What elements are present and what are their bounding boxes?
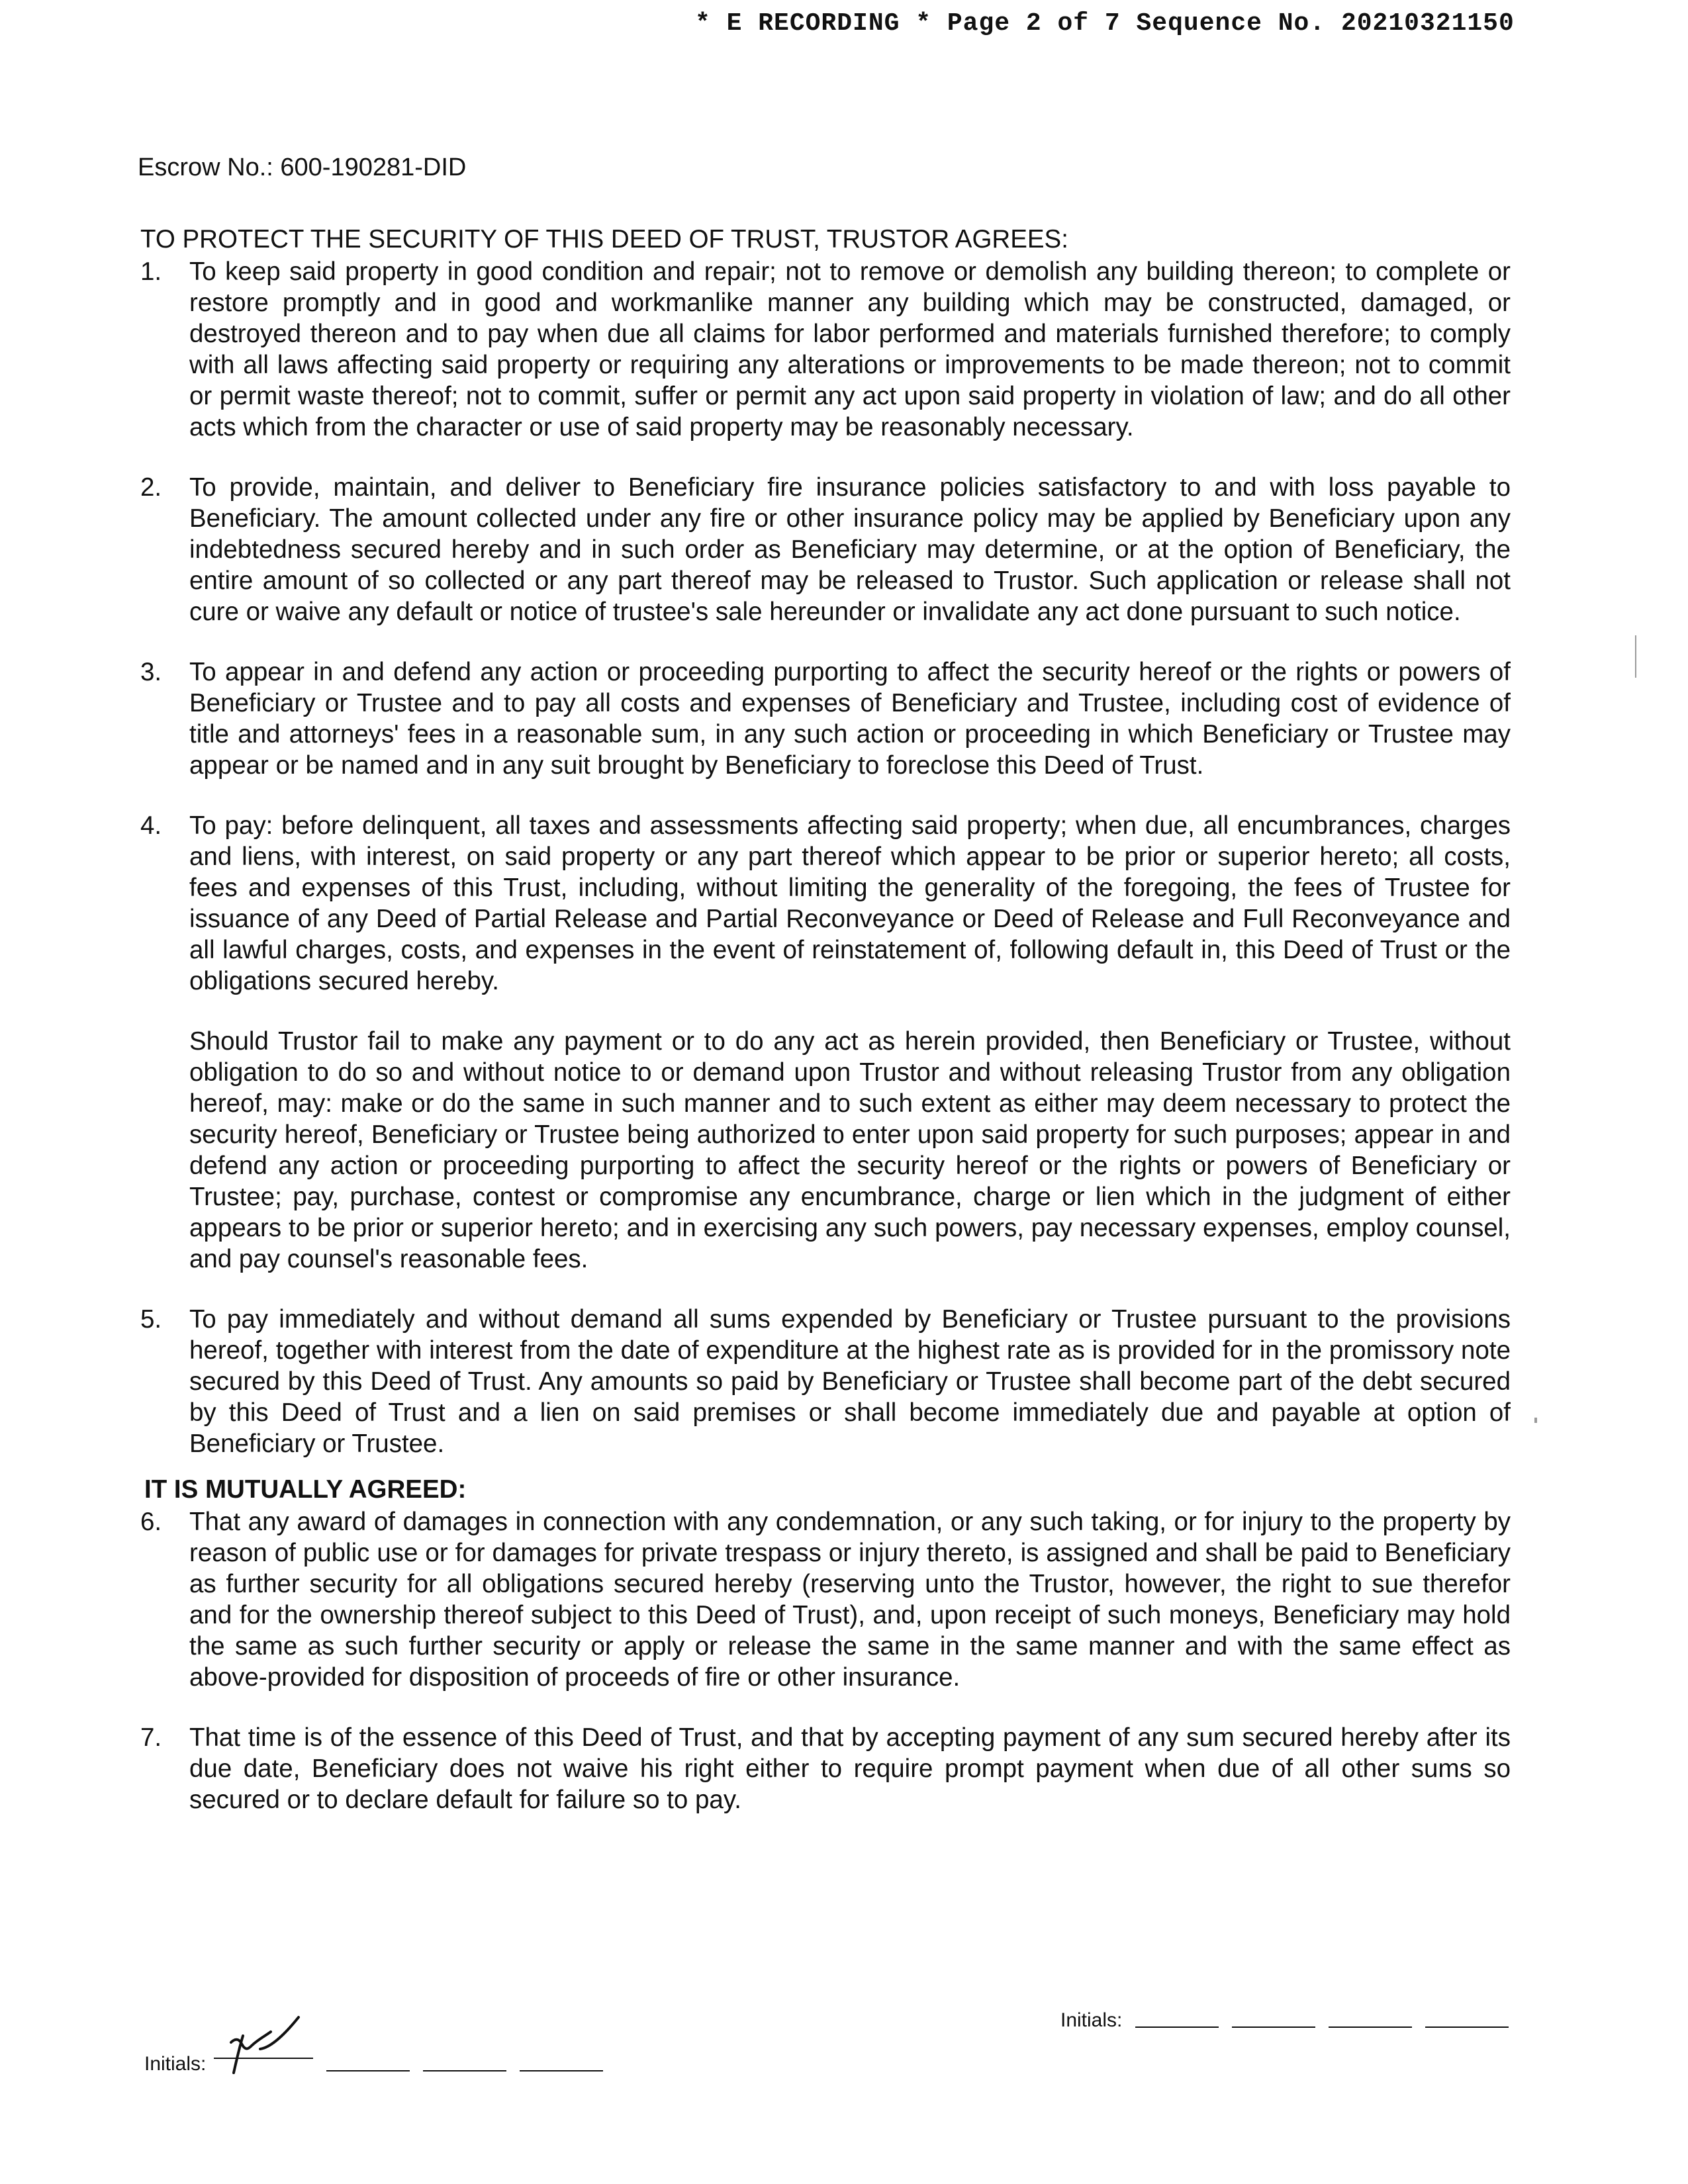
clause-1 <box>140 256 1511 443</box>
initials-blank[interactable] <box>1232 2026 1315 2028</box>
initials-blank[interactable] <box>1425 2026 1509 2028</box>
recording-header: * E RECORDING * Page 2 of 7 Sequence No. 20210321150 <box>695 9 1515 38</box>
clause-5 <box>140 1304 1511 1459</box>
clause-text: That any award of damages in connection with any condemnation, or any such taking, or for injury to the property by reason of public use or for damages for private trespass or injury thereto, is assigned and shall be paid to Beneficiary as further security for all obligations secured hereby (reserving unto the Trustor, however, the right to sue therefor and for the ownership thereof subject to this Deed of Trust), and, upon receipt of such moneys, Beneficiary may hold the same as such further security or apply or release the same in the same manner and with the same effect as above-provided for disposition of proceeds of fire or other insurance. <box>189 1508 1511 1692</box>
clause-number: 2. <box>140 473 162 502</box>
initials-blank[interactable] <box>520 2070 603 2071</box>
clause-text: To appear in and defend any action or proceeding purporting to affect the security hereof or the rights or powers of Beneficiary or Trustee and to pay all costs and expenses of Beneficiary and Trustee, including cost of evidence of title and attorneys' fees in a reasonable sum, in any such action or proceeding in which Beneficiary or Trustee may appear or be named and in any suit brought by Beneficiary to foreclose this Deed of Trust. <box>189 658 1511 780</box>
scan-artifact-line <box>1635 635 1636 678</box>
clause-number: 4. <box>140 811 162 840</box>
clause-2 <box>140 472 1511 627</box>
clause-number: 7. <box>140 1723 162 1752</box>
escrow-number: Escrow No.: 600-190281-DID <box>138 154 467 181</box>
initials-blank[interactable] <box>423 2070 506 2071</box>
mutually-agreed-heading: IT IS MUTUALLY AGREED: <box>144 1475 467 1504</box>
clause-number: 6. <box>140 1508 162 1536</box>
clause-text: To provide, maintain, and deliver to Beneficiary fire insurance policies satisfactory to and with loss payable to Beneficiary. The amount collected under any fire or other insurance policy may be applied by Beneficiary upon any indebtedness secured hereby and in such order as Beneficiary may determine, or at the option of Beneficiary, the entire amount of so collected or any part thereof may be released to Trustor. Such application or release shall not cure or waive any default or notice of trustee's sale hereunder or invalidate any act done pursuant to such notice. <box>189 473 1511 626</box>
initials-blank[interactable] <box>326 2070 410 2071</box>
trustor-agrees-heading: TO PROTECT THE SECURITY OF THIS DEED OF TRUST, TRUSTOR AGREES: <box>140 225 1068 253</box>
initials-right <box>1060 2009 1509 2032</box>
initials-left <box>144 2009 603 2075</box>
clause-text: To pay immediately and without demand all sums expended by Beneficiary or Trustee pursuant to the provisions hereof, together with interest from the date of expenditure at the highest rate as is provided for in the promissory note secured by this Deed of Trust. Any amounts so paid by Beneficiary or Trustee shall become part of the debt secured by this Deed of Trust and a lien on said premises or shall become immediately due and payable at option of Beneficiary or Trustee. <box>189 1305 1511 1458</box>
clause-number: 1. <box>140 257 162 286</box>
clause-text: That time is of the essence of this Deed of Trust, and that by accepting payment of any sum secured hereby after its due date, Beneficiary does not waive his right either to require prompt payment when due of all other sums so secured or to declare default for failure so to pay. <box>189 1723 1511 1814</box>
clause-text: To keep said property in good condition and repair; not to remove or demolish any building thereon; to complete or restore promptly and in good and workmanlike manner any building which may be constructed, damaged, or destroyed thereon and to pay when due all claims for labor performed and materials furnished therefore; to comply with all laws affecting said property or requiring any alterations or improvements to be made thereon; not to commit or permit waste thereof; not to commit, suffer or permit any act upon said property in violation of law; and do all other acts which from the character or use of said property may be reasonably necessary. <box>189 257 1511 441</box>
initials-blank[interactable] <box>1329 2026 1412 2028</box>
clause-text: To pay: before delinquent, all taxes and assessments affecting said property; when due, all encumbrances, charges and liens, with interest, on said property or any part thereof which appear to be prior or superior hereto; all costs, fees and expenses of this Trust, including, without limiting the generality of the foregoing, the fees of Trustee for issuance of any Deed of Partial Release and Partial Reconveyance or Deed of Release and Full Reconveyance and all lawful charges, costs, and expenses in the event of reinstatement of, following default in, this Deed of Trust or the obligations secured hereby. <box>189 811 1511 995</box>
deed-body <box>140 224 1511 1844</box>
clause-4 <box>140 810 1511 1275</box>
handwritten-initials <box>214 2009 313 2082</box>
initials-label: Initials: <box>144 2053 207 2075</box>
clause-3 <box>140 657 1511 781</box>
scan-artifact-dot <box>1534 1418 1537 1423</box>
initials-blank[interactable] <box>1135 2026 1219 2028</box>
clause-number: 5. <box>140 1305 162 1334</box>
clause-6 <box>140 1506 1511 1693</box>
initials-label: Initials: <box>1060 2009 1123 2031</box>
clause-text-continued: Should Trustor fail to make any payment or to do any act as herein provided, then Beneficiary or Trustee, without obligation to do so and without notice to or demand upon Trustor and without releasing Trustor from any obligation hereof, may: make or do the same in such manner and to such extent as either may deem necessary to protect the security hereof, Beneficiary or Trustee being authorized to enter upon said property for such purposes; appear in and defend any action or proceeding purporting to affect the security hereof or the rights or powers of Beneficiary or Trustee; pay, purchase, contest or compromise any encumbrance, charge or lien which in the judgment of either appears to be prior or superior hereto; and in exercising any such powers, pay necessary expenses, employ counsel, and pay counsel's reasonable fees. <box>189 1027 1511 1273</box>
clause-number: 3. <box>140 658 162 686</box>
clause-7 <box>140 1722 1511 1815</box>
